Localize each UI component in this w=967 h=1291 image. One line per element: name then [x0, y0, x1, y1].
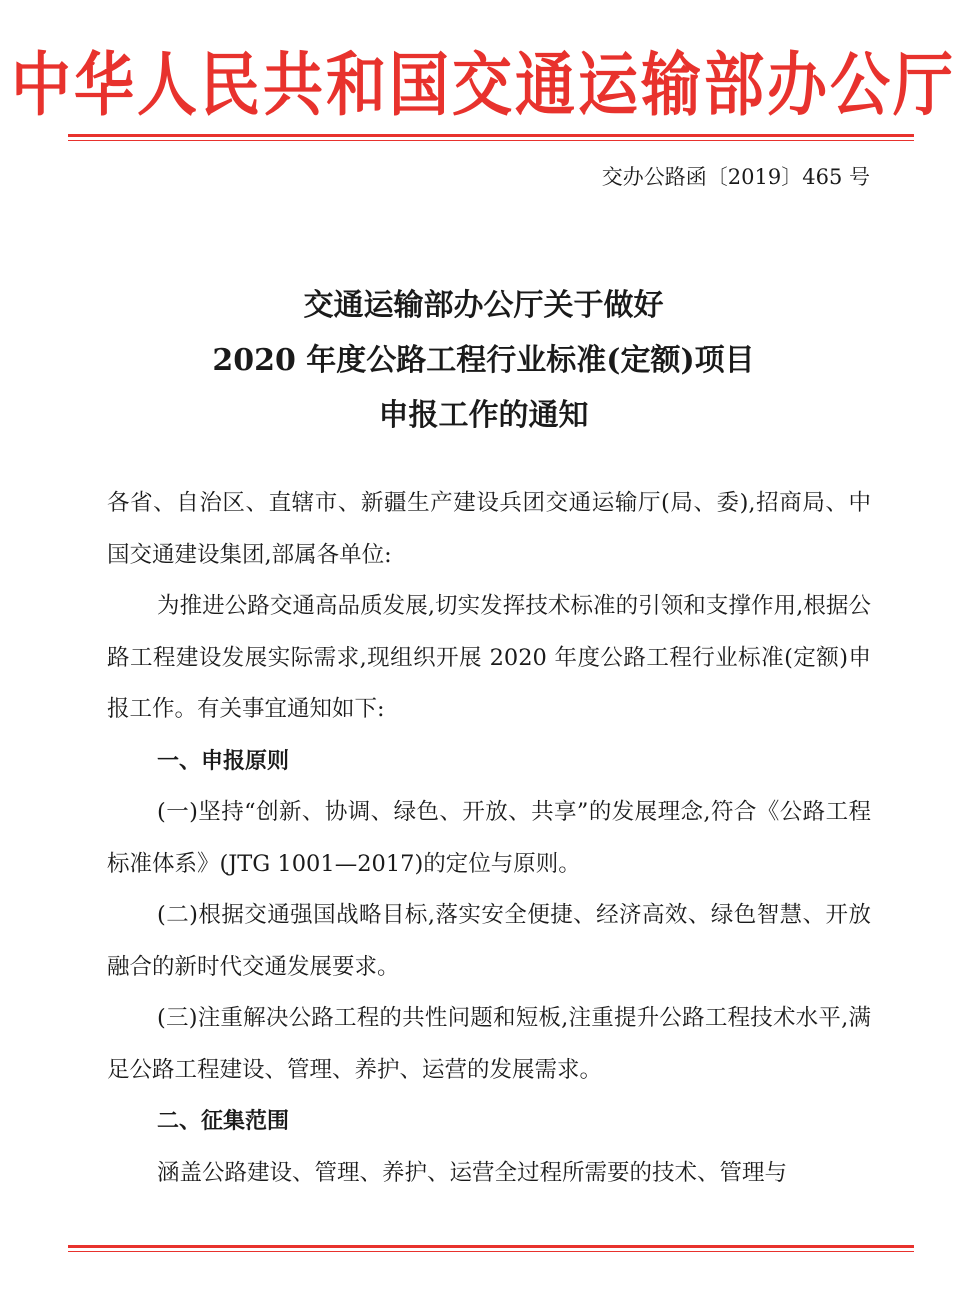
section-2-text: 涵盖公路建设、管理、养护、运营全过程所需要的技术、管理与 — [157, 1159, 788, 1186]
document-body — [107, 478, 871, 1199]
title-line-2: 2020 年度公路工程行业标准(定额)项目 — [212, 343, 755, 378]
masthead-title: 中华人民共和国交通运输部办公厅 — [11, 45, 956, 126]
masthead-rule-thin — [68, 140, 914, 141]
section-2-heading: 二、征集范围 — [157, 1109, 290, 1134]
title-line-1: 交通运输部办公厅关于做好 — [303, 288, 664, 323]
section-1-heading: 一、申报原则 — [157, 748, 290, 774]
section-1-item-1: (一)坚持“创新、协调、绿色、开放、共享”的发展理念,符合《公路工程标准体系》(JTG 1001—2017)的定位与原则。 — [107, 799, 871, 877]
masthead-rule-thick — [68, 134, 914, 137]
intro-paragraph: 为推进公路交通高品质发展,切实发挥技术标准的引领和支撑作用,根据公路工程建设发展实际需求,现组织开展 2020 年度公路工程行业标准(定额)申报工作。有关事宜通知如下: — [107, 593, 871, 722]
document-title — [0, 278, 967, 443]
title-line-3: 申报工作的通知 — [378, 398, 589, 433]
section-1-item-3: (三)注重解决公路工程的共性问题和短板,注重提升公路工程技术水平,满足公路工程建设、管理、养护、运营的发展需求。 — [107, 1005, 871, 1083]
document-number: 交办公路函〔2019〕465 号 — [601, 165, 870, 189]
addressee: 各省、自治区、直辖市、新疆生产建设兵团交通运输厅(局、委),招商局、中国交通建设集团,部属各单位: — [107, 490, 871, 568]
footer-rule-thin — [68, 1251, 914, 1252]
footer-rule-thick — [68, 1245, 914, 1248]
section-1-item-2: (二)根据交通强国战略目标,落实安全便捷、经济高效、绿色智慧、开放融合的新时代交通发展要求。 — [107, 902, 871, 980]
